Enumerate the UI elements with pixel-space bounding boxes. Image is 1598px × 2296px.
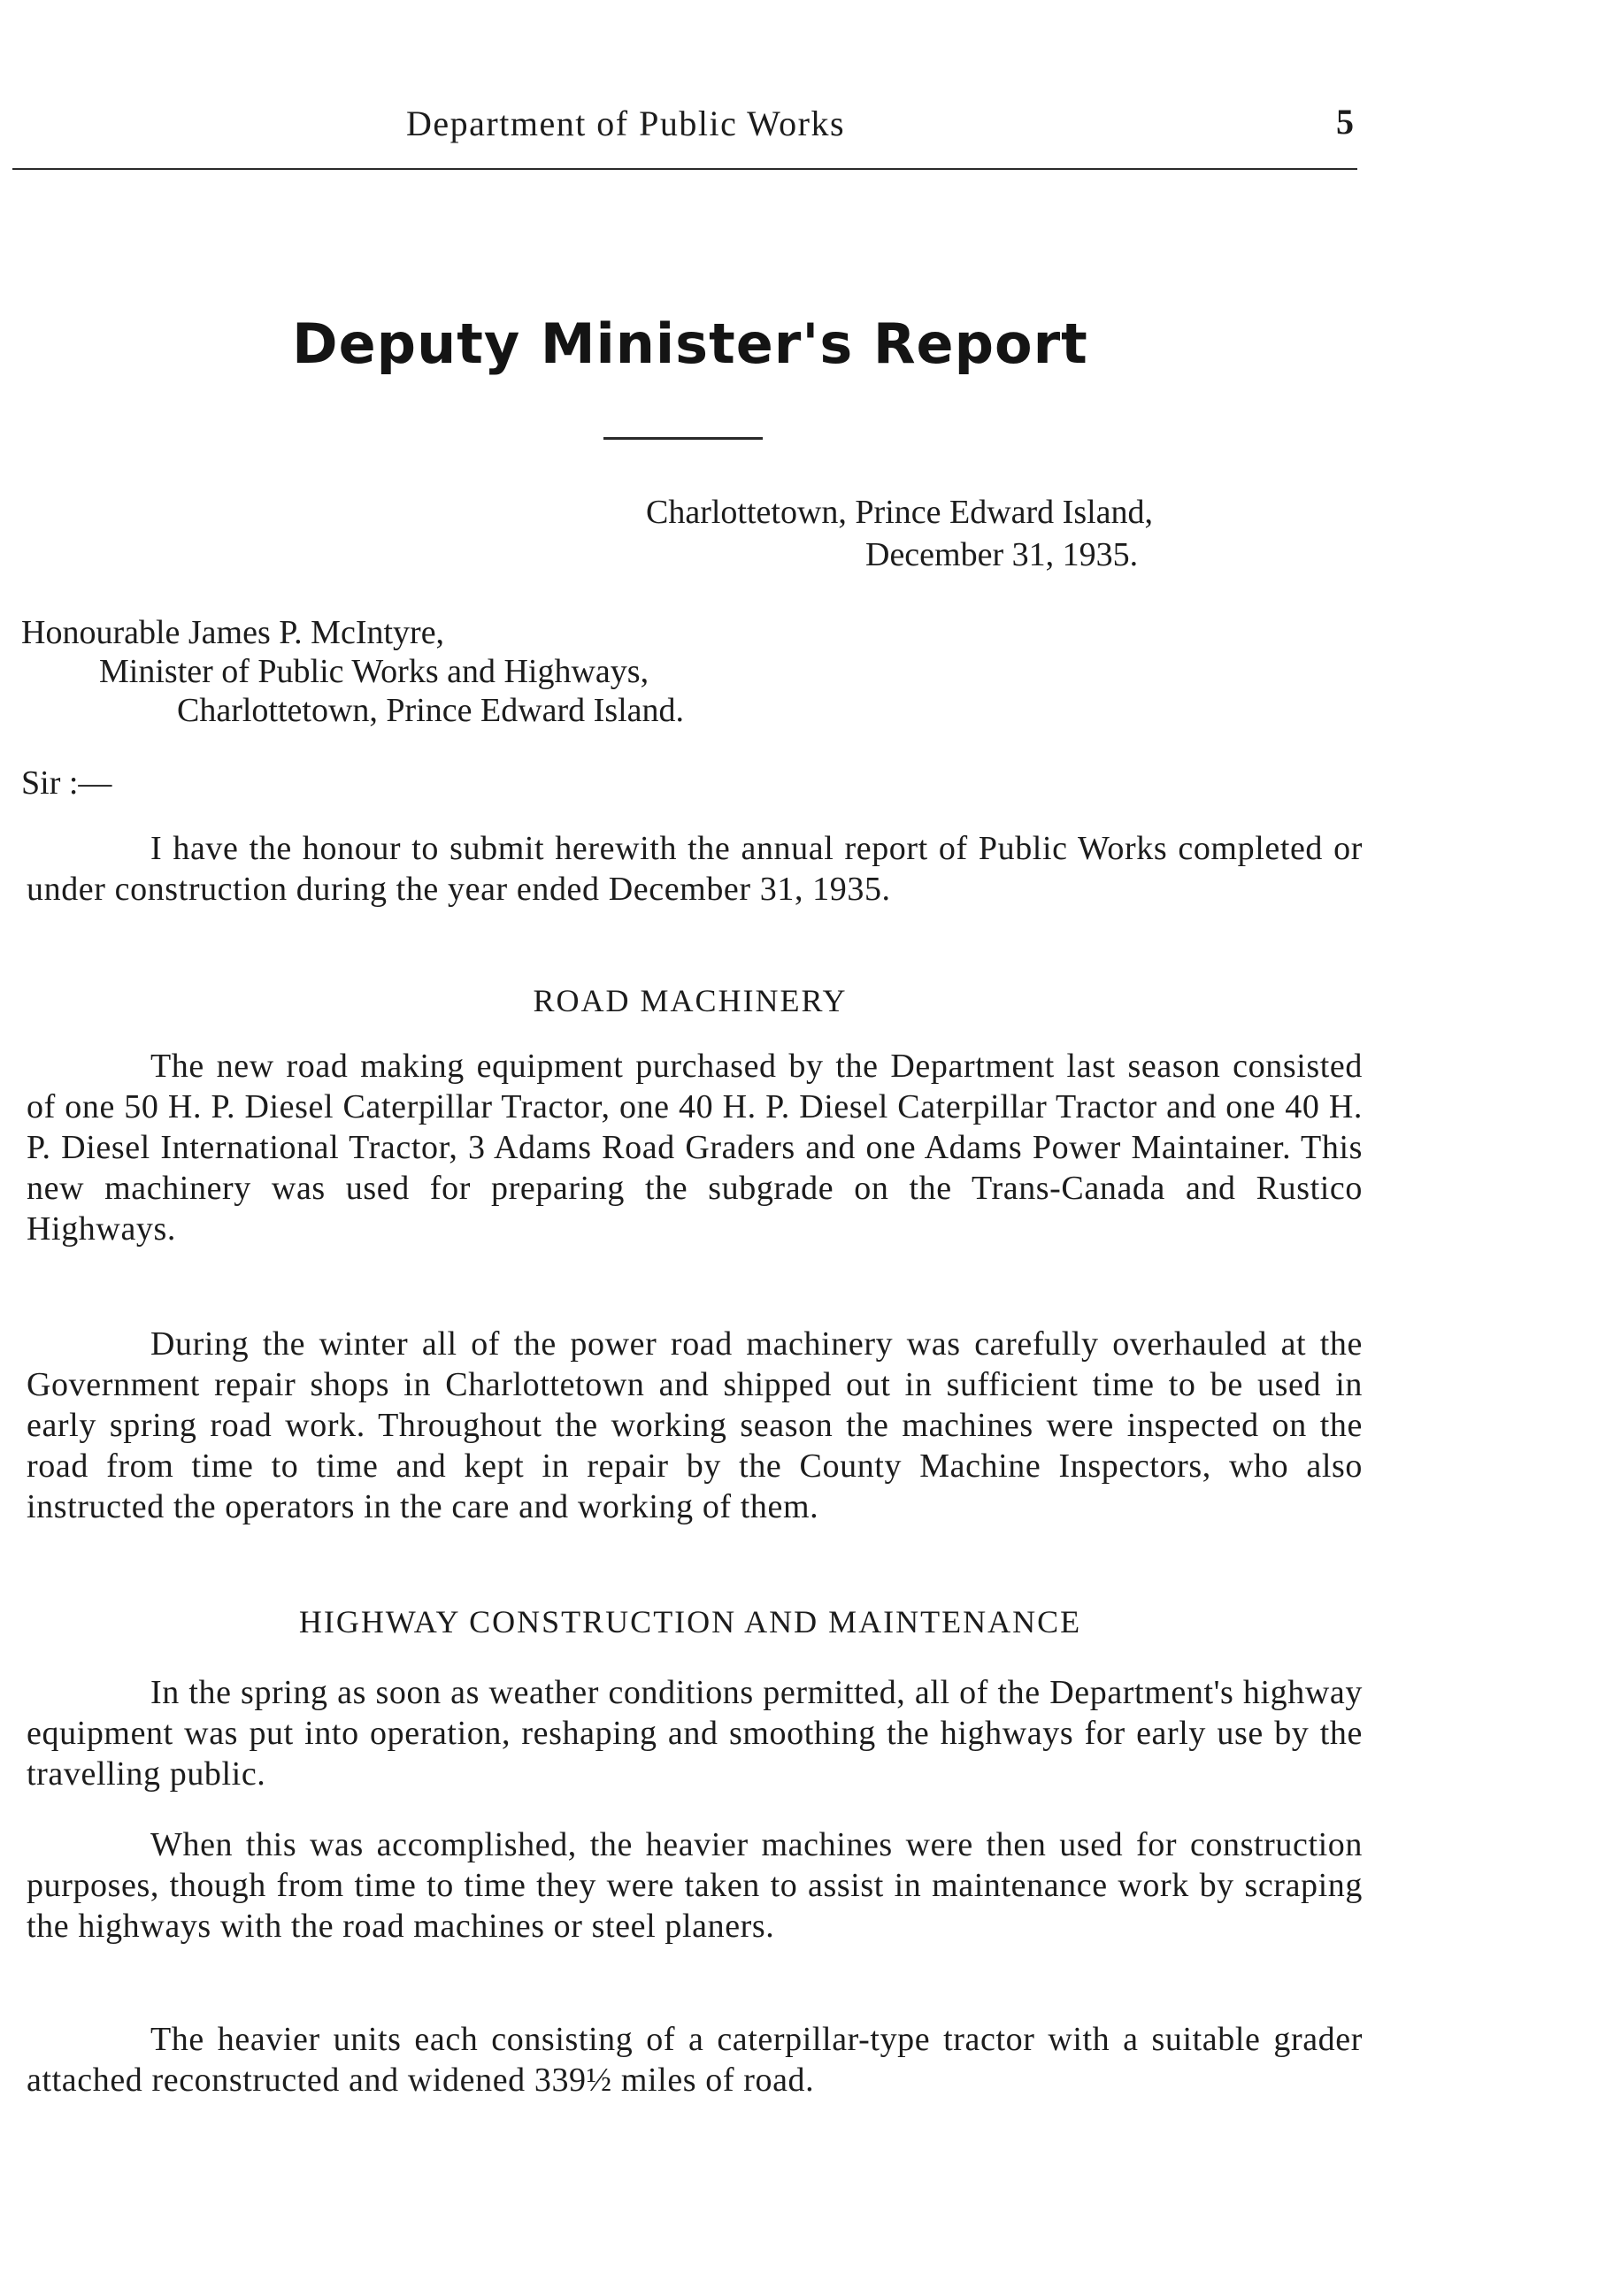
running-header [12,97,1357,159]
paragraph-road-machinery-1: The new road making equipment purchased by the Department last season consisted of one 50 H. P. Diesel Caterpillar Tractor, one 40 H. P. Diesel Caterpillar Tractor and one 40 H. P. Diesel International Tractor, 3 Adams Road Graders and one Adams Power Maintainer. This new machinery was used for preparing the subgrade on the Trans-Canada and Rustico Highways. [27,1048,1363,1248]
paragraph-road-machinery-2: During the winter all of the power road machinery was carefully overhauled at the Government repair shops in Charlottetown and shipped out in sufficient time to be used in early spring road work. Throughout the working season the machines were inspected on the road from time to time and kept in repair by the County Machine Inspectors, who also instructed the operators in the care and working of them. [27,1325,1363,1525]
intro-paragraph: I have the honour to submit herewith the annual report of Public Works completed or under construction during the year ended December 31, 1935. [27,830,1363,908]
addressee-name: Honourable James P. McIntyre, [21,614,445,651]
paragraph-highway-1: In the spring as soon as weather conditions permitted, all of the Department's highway equipment was put into operation, reshaping and smoothing the highways for early use by the travelling public. [27,1674,1363,1793]
addressee-office: Minister of Public Works and Highways, [99,653,649,690]
section-heading-road-machinery: ROAD MACHINERY [533,983,848,1018]
paragraph-highway-2: When this was accomplished, the heavier machines were then used for construction purposes, though from time to time they were taken to assist in maintenance work by scraping the highways with the road machines or steel planers. [27,1826,1363,1945]
paragraph-highway-3: The heavier units each consisting of a caterpillar-type tractor with a suitable grader attached reconstructed and widened 339½ miles of road. [27,2021,1363,2099]
running-title: Department of Public Works [406,104,846,143]
report-title: Deputy Minister's Report [292,311,1088,376]
page-number: 5 [1336,102,1354,142]
title-rule [603,437,763,440]
section-heading-highway-construction: HIGHWAY CONSTRUCTION AND MAINTENANCE [298,1604,1082,1639]
dateline-place: Charlottetown, Prince Edward Island, [646,494,1154,531]
header-rule [12,168,1357,170]
salutation: Sir :— [21,764,112,802]
addressee-location: Charlottetown, Prince Edward Island. [177,692,685,729]
dateline-date: December 31, 1935. [865,536,1139,573]
